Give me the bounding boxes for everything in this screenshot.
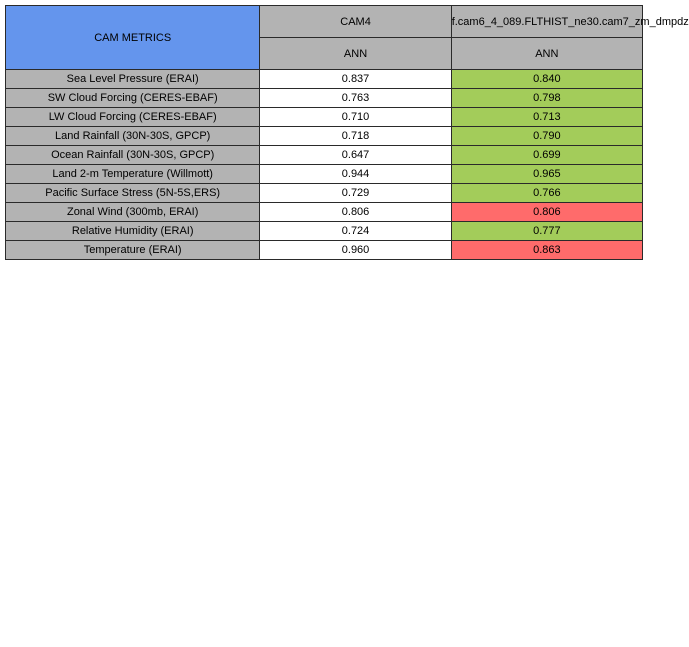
table-row	[6, 146, 643, 165]
metric-label: Land 2-m Temperature (Willmott)	[6, 165, 260, 184]
metric-label: Sea Level Pressure (ERAI)	[6, 70, 260, 89]
metric-label: Ocean Rainfall (30N-30S, GPCP)	[6, 146, 260, 165]
season-header-experiment: ANN	[451, 38, 642, 70]
metric-label: Temperature (ERAI)	[6, 241, 260, 260]
table-row	[6, 89, 643, 108]
metric-label: Pacific Surface Stress (5N-5S,ERS)	[6, 184, 260, 203]
experiment-value: 0.840	[451, 70, 642, 89]
metric-label: SW Cloud Forcing (CERES-EBAF)	[6, 89, 260, 108]
metric-label: Zonal Wind (300mb, ERAI)	[6, 203, 260, 222]
season-header-cam4: ANN	[260, 38, 451, 70]
cam4-value: 0.944	[260, 165, 451, 184]
table-row	[6, 184, 643, 203]
metrics-body	[6, 70, 643, 260]
metric-label: LW Cloud Forcing (CERES-EBAF)	[6, 108, 260, 127]
experiment-value: 0.777	[451, 222, 642, 241]
table-title: CAM METRICS	[6, 6, 260, 70]
table-row	[6, 203, 643, 222]
cam4-value: 0.763	[260, 89, 451, 108]
cam4-value: 0.647	[260, 146, 451, 165]
cam4-value: 0.729	[260, 184, 451, 203]
experiment-value: 0.863	[451, 241, 642, 260]
experiment-value: 0.766	[451, 184, 642, 203]
experiment-value: 0.798	[451, 89, 642, 108]
experiment-value: 0.713	[451, 108, 642, 127]
table-row	[6, 127, 643, 146]
table-row	[6, 222, 643, 241]
cam4-value: 0.960	[260, 241, 451, 260]
header-row-names	[6, 6, 643, 38]
column-header-experiment	[451, 6, 689, 38]
cam4-value: 0.837	[260, 70, 451, 89]
experiment-value: 0.790	[451, 127, 642, 146]
cam4-value: 0.724	[260, 222, 451, 241]
experiment-value: 0.806	[451, 203, 642, 222]
table-row	[6, 70, 643, 89]
metric-label: Relative Humidity (ERAI)	[6, 222, 260, 241]
cam4-value: 0.710	[260, 108, 451, 127]
experiment-value: 0.699	[451, 146, 642, 165]
table-row	[6, 165, 643, 184]
table-row	[6, 108, 643, 127]
metric-label: Land Rainfall (30N-30S, GPCP)	[6, 127, 260, 146]
metrics-table	[5, 5, 689, 260]
table-row	[6, 241, 643, 260]
column-header-experiment-text: f.cam6_4_089.FLTHIST_ne30.cam7_zm_dmpdz	[451, 15, 689, 28]
cam4-value: 0.718	[260, 127, 451, 146]
experiment-value: 0.965	[451, 165, 642, 184]
column-header-cam4: CAM4	[260, 6, 451, 38]
cam4-value: 0.806	[260, 203, 451, 222]
